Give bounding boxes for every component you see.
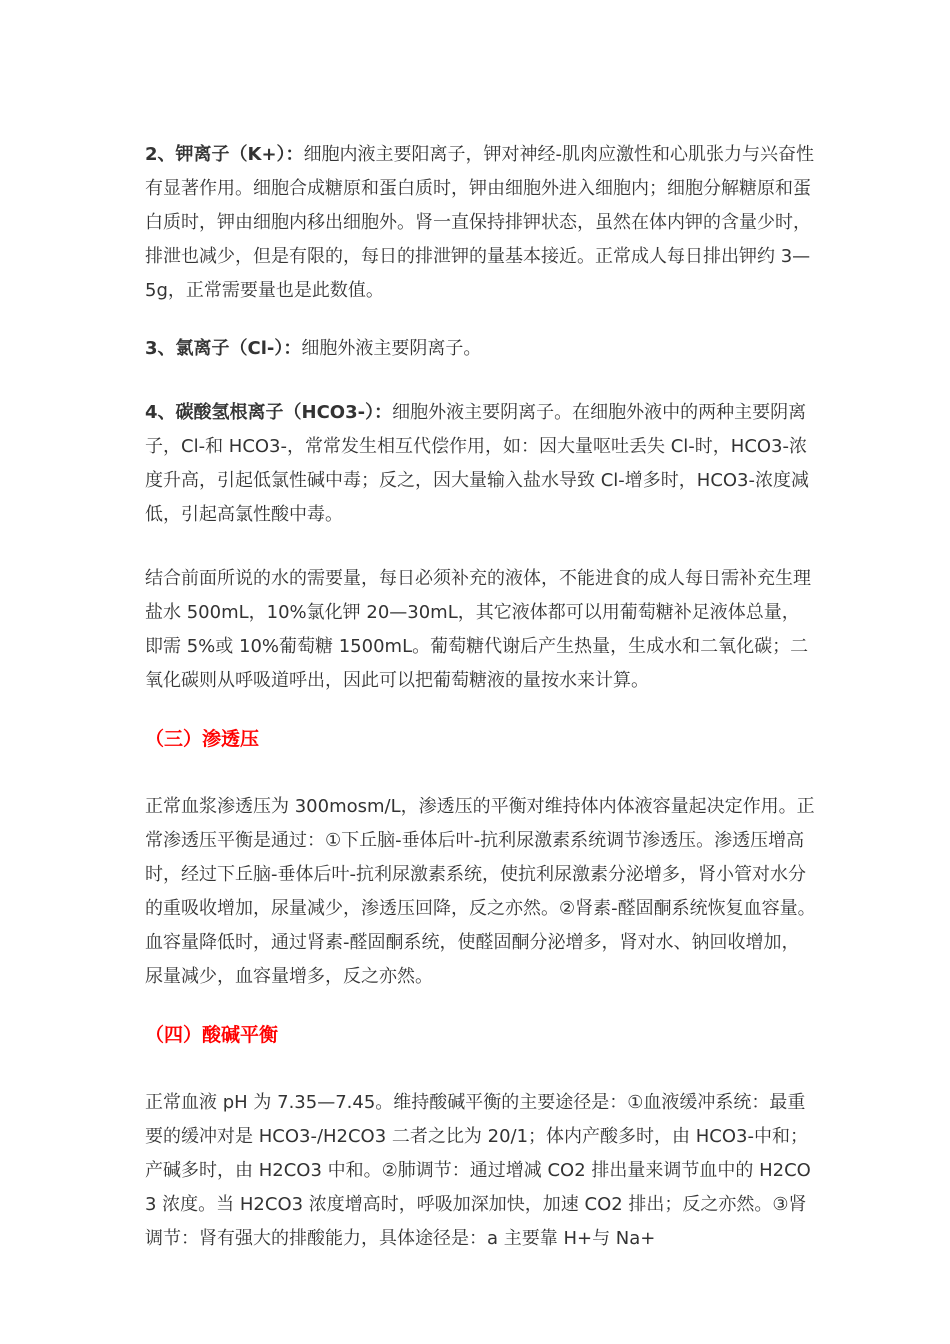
osmotic-paragraph: 正常血浆渗透压为 300mosm/L，渗透压的平衡对维持体内体液容量起决定作用。正常渗透压平衡是通过：①下丘脑-垂体后叶-抗利尿激素系统调节渗透压。渗透压增高时，经过下丘脑-垂体后叶-抗利尿激素系统，使抗利尿激素分泌增多，肾小管对水分的重吸收增加，尿量减少，渗透压回降，反之亦然。②肾素-醛固酮系统恢复血容量。血容量降低时，通过肾素-醛固酮系统，使醛固酮分泌增多，肾对水、钠回收增加，尿量减少，血容量增多，反之亦然。 <box>145 796 816 987</box>
acid-base-heading: （四）酸碱平衡 <box>145 1024 279 1046</box>
acid-base-paragraph: 正常血液 pH 为 7.35—7.45。维持酸碱平衡的主要途径是：①血液缓冲系统：最重要的缓冲对是 HCO3-/H2CO3 二者之比为 20/1；体内产酸多时，由 HCO3-中和；产碱多时，由 H2CO3 中和。②肺调节：通过增减 CO2 排出量来调节血中的 H2CO3 浓度。当 H2CO3 浓度增高时，呼吸加深加快，加速 CO2 排出；反之亦然。③肾调节：肾有强大的排酸能力，具体途径是：a 主要靠 H+与 Na+ <box>145 1092 811 1249</box>
chloride-paragraph <box>145 332 817 366</box>
chloride-text: 细胞外液主要阴离子。 <box>301 338 482 359</box>
potassium-paragraph <box>145 138 817 308</box>
osmotic-heading: （三）渗透压 <box>145 728 260 750</box>
bicarbonate-lead: 4、碳酸氢根离子（HCO3-）： <box>145 402 393 423</box>
potassium-text: 细胞内液主要阳离子，钾对神经-肌肉应激性和心肌张力与兴奋性有显著作用。细胞合成糖原和蛋白质时，钾由细胞外进入细胞内；细胞分解糖原和蛋白质时，钾由细胞内移出细胞外。肾一直保持排钾状态，虽然在体内钾的含量少时，排泄也减少，但是有限的，每日的排泄钾的量基本接近。正常成人每日排出钾约 3—5g，正常需要量也是此数值。 <box>145 144 815 301</box>
potassium-lead: 2、钾离子（K+）： <box>145 144 304 165</box>
fluid-summary-paragraph: 结合前面所说的水的需要量，每日必须补充的液体，不能进食的成人每日需补充生理盐水 500mL，10%氯化钾 20—30mL，其它液体都可以用葡萄糖补足液体总量，即需 5%或 10%葡萄糖 1500mL。葡萄糖代谢后产生热量，生成水和二氧化碳；二氧化碳则从呼吸道呼出，因此可以把葡萄糖液的量按水来计算。 <box>145 568 811 691</box>
document-page <box>145 138 817 1256</box>
bicarbonate-text: 细胞外液主要阴离子。在细胞外液中的两种主要阴离子，Cl-和 HCO3-，常常发生相互代偿作用，如：因大量呕吐丢失 Cl-时，HCO3-浓度升高，引起低氯性碱中毒；反之，因大量输入盐水导致 Cl-增多时，HCO3-浓度减低，引起高氯性酸中毒。 <box>145 402 810 525</box>
chloride-lead: 3、氯离子（Cl-）： <box>145 338 302 359</box>
bicarbonate-paragraph <box>145 396 817 532</box>
